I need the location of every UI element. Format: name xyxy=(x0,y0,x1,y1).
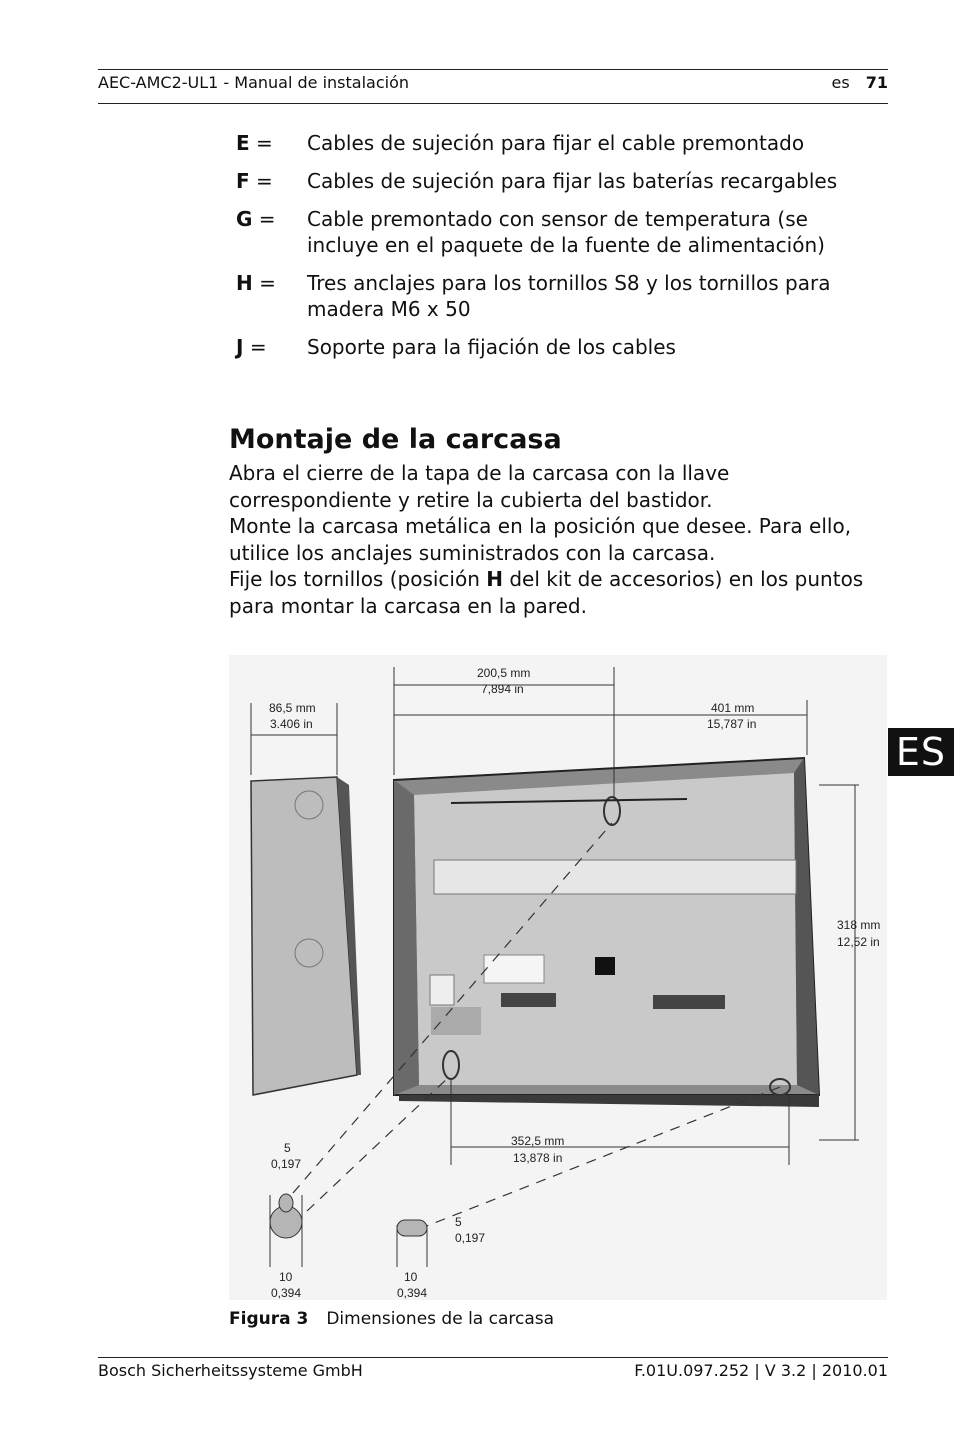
item-text: Cables de sujeción para fijar el cable premontado xyxy=(307,131,805,155)
list-item: J = Soporte para la fijación de los cables xyxy=(236,334,876,360)
item-text: Soporte para la fijación de los cables xyxy=(307,335,676,359)
dim-label: 10 xyxy=(404,1270,418,1284)
dim-label: 200,5 mm xyxy=(477,666,531,680)
dim-label: 86,5 mm xyxy=(269,701,316,715)
list-item: H = Tres anclajes para los tornillos S8 y los tornillos para madera M6 x 50 xyxy=(236,270,876,322)
accessory-list xyxy=(236,130,876,372)
figure-caption xyxy=(229,1309,554,1329)
item-key: H xyxy=(236,271,253,295)
section-title: Montaje de la carcasa xyxy=(229,424,562,455)
dim-label: 15,787 in xyxy=(707,717,757,731)
item-text: Cable premontado con sensor de temperatura (se incluye en el paquete de la fuente de alimentación) xyxy=(307,207,825,257)
page-footer xyxy=(98,1357,888,1380)
page-number: 71 xyxy=(865,73,888,92)
item-key: G xyxy=(236,207,253,231)
header-right xyxy=(832,73,888,92)
header-lang: es xyxy=(831,73,850,92)
dim-label: 5 xyxy=(284,1141,291,1155)
caption-label: Figura 3 xyxy=(229,1309,309,1329)
paragraph: Abra el cierre de la tapa de la carcasa con la llave correspondiente y retire la cubierta del bastidor. xyxy=(229,461,730,512)
list-item: G = Cable premontado con sensor de temperatura (se incluye en el paquete de la fuente de alimentación) xyxy=(236,206,876,258)
dim-label: 0,394 xyxy=(397,1286,428,1300)
page-header xyxy=(98,69,888,104)
footer-right: F.01U.097.252 | V 3.2 | 2010.01 xyxy=(634,1361,888,1380)
list-item: E = Cables de sujeción para fijar el cable premontado xyxy=(236,130,876,156)
header-title: AEC-AMC2-UL1 - Manual de instalación xyxy=(98,73,410,92)
dim-label: 318 mm xyxy=(837,918,881,932)
dim-label: 7,894 in xyxy=(481,682,524,696)
item-text: Cables de sujeción para fijar las baterías recargables xyxy=(307,169,838,193)
language-tab: ES xyxy=(888,728,954,776)
dim-label: 10 xyxy=(279,1270,293,1284)
paragraph: Fije los tornillos (posición H del kit de accesorios) en los puntos para montar la carcasa en la pared. xyxy=(229,567,864,618)
section-body xyxy=(229,460,879,619)
dim-label: 13,878 in xyxy=(513,1151,563,1165)
dim-label: 401 mm xyxy=(711,701,755,715)
list-item: F = Cables de sujeción para fijar las baterías recargables xyxy=(236,168,876,194)
item-key: E xyxy=(236,131,250,155)
housing-dimensions-figure xyxy=(229,655,887,1300)
dim-label: 12,52 in xyxy=(837,935,880,949)
dim-label: 352,5 mm xyxy=(511,1134,565,1148)
dim-label: 5 xyxy=(455,1215,462,1229)
item-text: Tres anclajes para los tornillos S8 y los tornillos para madera M6 x 50 xyxy=(307,271,831,321)
caption-text: Dimensiones de la carcasa xyxy=(326,1309,555,1329)
housing-side-view xyxy=(251,777,361,1095)
dim-label: 0,197 xyxy=(455,1231,486,1245)
footer-left: Bosch Sicherheitssysteme GmbH xyxy=(98,1361,363,1380)
dim-label: 0,197 xyxy=(271,1157,302,1171)
housing-front-view xyxy=(394,758,819,1107)
dim-label: 3.406 in xyxy=(270,717,313,731)
dim-label: 0,394 xyxy=(271,1286,302,1300)
item-key: J xyxy=(236,335,244,359)
item-key: F xyxy=(236,169,250,193)
paragraph: Monte la carcasa metálica en la posición que desee. Para ello, utilice los anclajes suministrados con la carcasa. xyxy=(229,514,852,565)
